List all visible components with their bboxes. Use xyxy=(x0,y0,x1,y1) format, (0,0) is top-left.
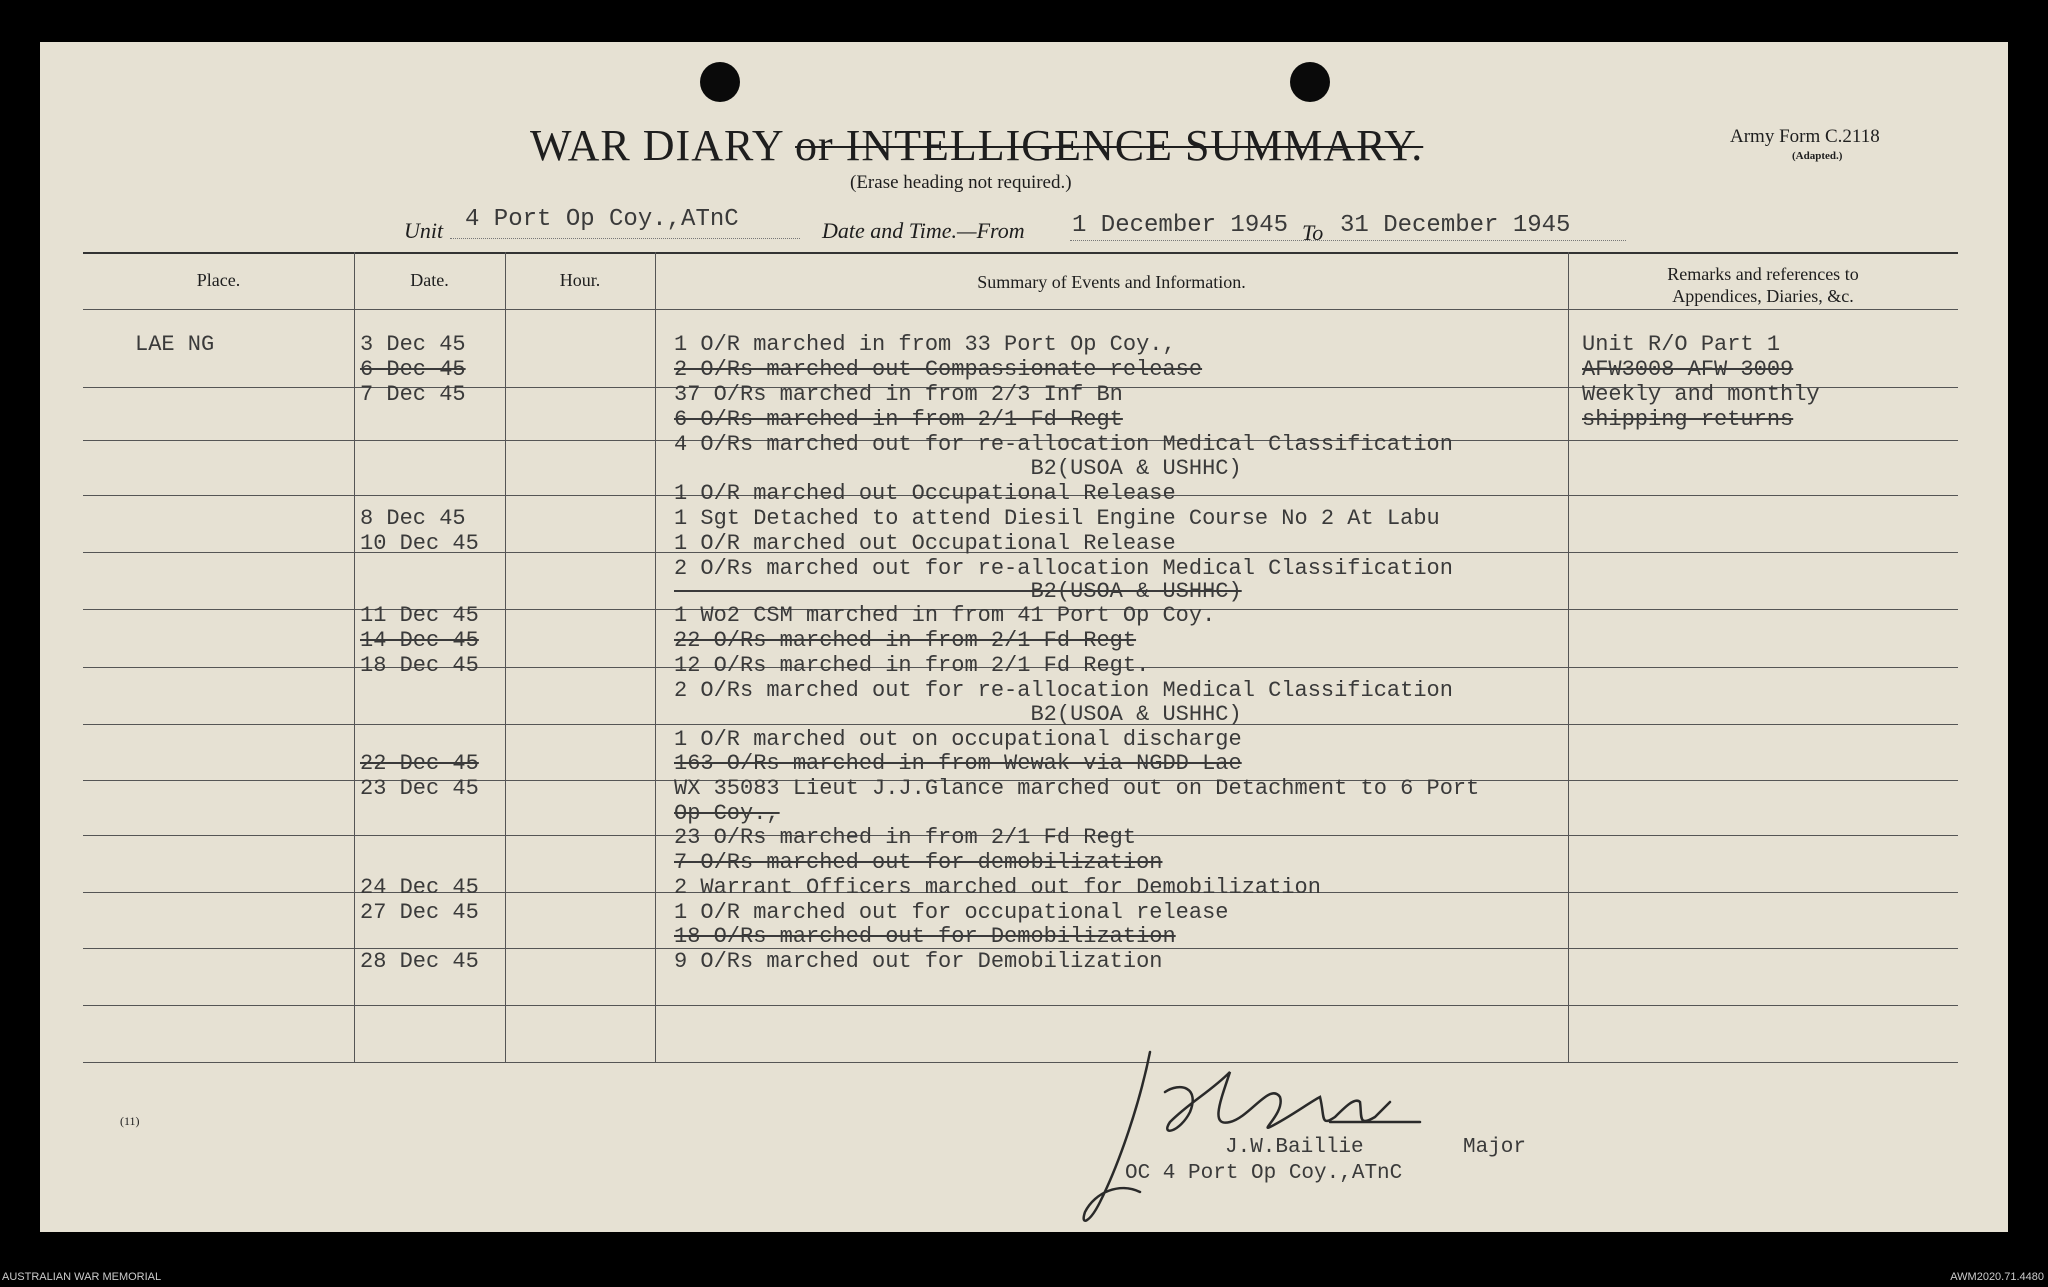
page-subtitle: (Erase heading not required.) xyxy=(850,172,1072,193)
column-rule xyxy=(1568,252,1569,1062)
footer-catalogue-id: AWM2020.71.4480 xyxy=(1950,1271,2044,1283)
struck-heading: or INTELLIGENCE SUMMARY. xyxy=(795,121,1424,170)
entry-line: B2(USOA & USHHC) xyxy=(674,702,1242,727)
date-cell: 24 Dec 45 xyxy=(360,875,479,900)
entry-line: WX 35083 Lieut J.J.Glance marched out on Detachment to 6 Port xyxy=(674,776,1480,801)
diary-page xyxy=(40,42,2008,1232)
entry-line: 7 O/Rs marched out for demobilization xyxy=(674,850,1163,875)
entry-line: 12 O/Rs marched in from 2/1 Fd Regt. xyxy=(674,653,1150,678)
header-hour: Hour. xyxy=(559,270,601,290)
date-cell: 27 Dec 45 xyxy=(360,900,479,925)
date-cell: 28 Dec 45 xyxy=(360,949,479,974)
header-rule xyxy=(83,309,1958,310)
date-to: 31 December 1945 xyxy=(1340,212,1571,239)
entry-line: 1 O/R marched out Occupational Release xyxy=(674,481,1176,506)
entry-line: 1 O/R marched in from 33 Port Op Coy., xyxy=(674,332,1176,357)
entry-line: Op Coy., xyxy=(674,801,780,826)
entry-line: 18 O/Rs marched out for Demobilization xyxy=(674,924,1176,949)
date-cell: 11 Dec 45 xyxy=(360,603,479,628)
page-title: WAR DIARY or INTELLIGENCE SUMMARY. xyxy=(530,121,1424,170)
header-summary: Summary of Events and Information. xyxy=(977,272,1246,292)
entry-line: 4 O/Rs marched out for re-allocation Medical Classification xyxy=(674,432,1453,457)
date-cell: 3 Dec 45 xyxy=(360,332,466,357)
table-top-rule xyxy=(83,252,1958,254)
entry-line: 2 Warrant Officers marched out for Demobilization xyxy=(674,875,1321,900)
date-cell: 23 Dec 45 xyxy=(360,776,479,801)
unit-line xyxy=(450,238,800,239)
date-cell: 7 Dec 45 xyxy=(360,382,466,407)
entry-line: 1 O/R marched out on occupational discharge xyxy=(674,727,1242,752)
punch-hole xyxy=(700,62,740,102)
date-cell: 6 Dec 45 xyxy=(360,357,466,382)
remark-line: Weekly and monthly xyxy=(1582,382,1820,407)
entry-line: B2(USOA & USHHC) xyxy=(674,456,1242,481)
remark-line: Unit R/O Part 1 xyxy=(1582,332,1781,357)
row-rule xyxy=(83,1005,1958,1006)
date-label: Date and Time.—From xyxy=(822,218,1025,243)
adapted-note: (Adapted.) xyxy=(1792,150,1843,162)
entry-line: 2 O/Rs marched out for re-allocation Medical Classification xyxy=(674,556,1453,581)
entry-line: 163 O/Rs marched in from Wewak via NGDD Lae xyxy=(674,751,1242,776)
column-rule xyxy=(655,252,656,1062)
date-cell: 8 Dec 45 xyxy=(360,506,466,531)
date-line xyxy=(1070,240,1626,241)
header-place: Place. xyxy=(196,270,241,290)
punch-hole xyxy=(1290,62,1330,102)
form-number: (11) xyxy=(120,1114,140,1128)
date-cell: 18 Dec 45 xyxy=(360,653,479,678)
header-remarks-line1: Remarks and references to xyxy=(1667,264,1859,284)
footer-credit: AUSTRALIAN WAR MEMORIAL xyxy=(2,1271,162,1283)
entry-line: 2 O/Rs marched out for re-allocation Medical Classification xyxy=(674,678,1453,703)
to-label: To xyxy=(1302,220,1324,245)
column-rule xyxy=(354,252,355,1062)
signatory-unit: OC 4 Port Op Coy.,ATnC xyxy=(1125,1162,1403,1185)
entry-line: 1 O/R marched out for occupational release xyxy=(674,900,1229,925)
column-rule xyxy=(505,252,506,1062)
entry-line: 9 O/Rs marched out for Demobilization xyxy=(674,949,1163,974)
date-from: 1 December 1945 xyxy=(1072,212,1289,239)
date-cell: 22 Dec 45 xyxy=(360,751,479,776)
remark-line: AFW3008 AFW 3009 xyxy=(1582,357,1794,382)
entry-line: 1 O/R marched out Occupational Release xyxy=(674,531,1176,556)
entry-line: 6 O/Rs marched in from 2/1 Fd Regt xyxy=(674,407,1123,432)
entry-line: 22 O/Rs marched in from 2/1 Fd Regt xyxy=(674,628,1137,653)
signatory-name: J.W.Baillie xyxy=(1225,1136,1364,1159)
table-bottom-rule xyxy=(83,1062,1958,1063)
signatory-rank: Major xyxy=(1463,1136,1527,1159)
remark-line: shipping returns xyxy=(1582,407,1794,432)
army-form-number: Army Form C.2118 xyxy=(1730,126,1880,147)
date-cell: 10 Dec 45 xyxy=(360,531,479,556)
entry-line: B2(USOA & USHHC) xyxy=(674,579,1242,604)
unit-value: 4 Port Op Coy.,ATnC xyxy=(465,206,739,233)
header-remarks-line2: Appendices, Diaries, &c. xyxy=(1672,286,1854,306)
entry-line: 37 O/Rs marched in from 2/3 Inf Bn xyxy=(674,382,1123,407)
entry-line: 2 O/Rs marched out Compassionate release xyxy=(674,357,1203,382)
header-date: Date. xyxy=(410,270,449,290)
date-cell: 14 Dec 45 xyxy=(360,628,479,653)
place-cell: LAE NG xyxy=(135,332,215,357)
entry-line: 1 Sgt Detached to attend Diesil Engine Course No 2 At Labu xyxy=(674,506,1440,531)
unit-label: Unit xyxy=(404,218,444,243)
entry-line: 1 Wo2 CSM marched in from 41 Port Op Coy. xyxy=(674,603,1216,628)
entry-line: 23 O/Rs marched in from 2/1 Fd Regt xyxy=(674,825,1137,850)
